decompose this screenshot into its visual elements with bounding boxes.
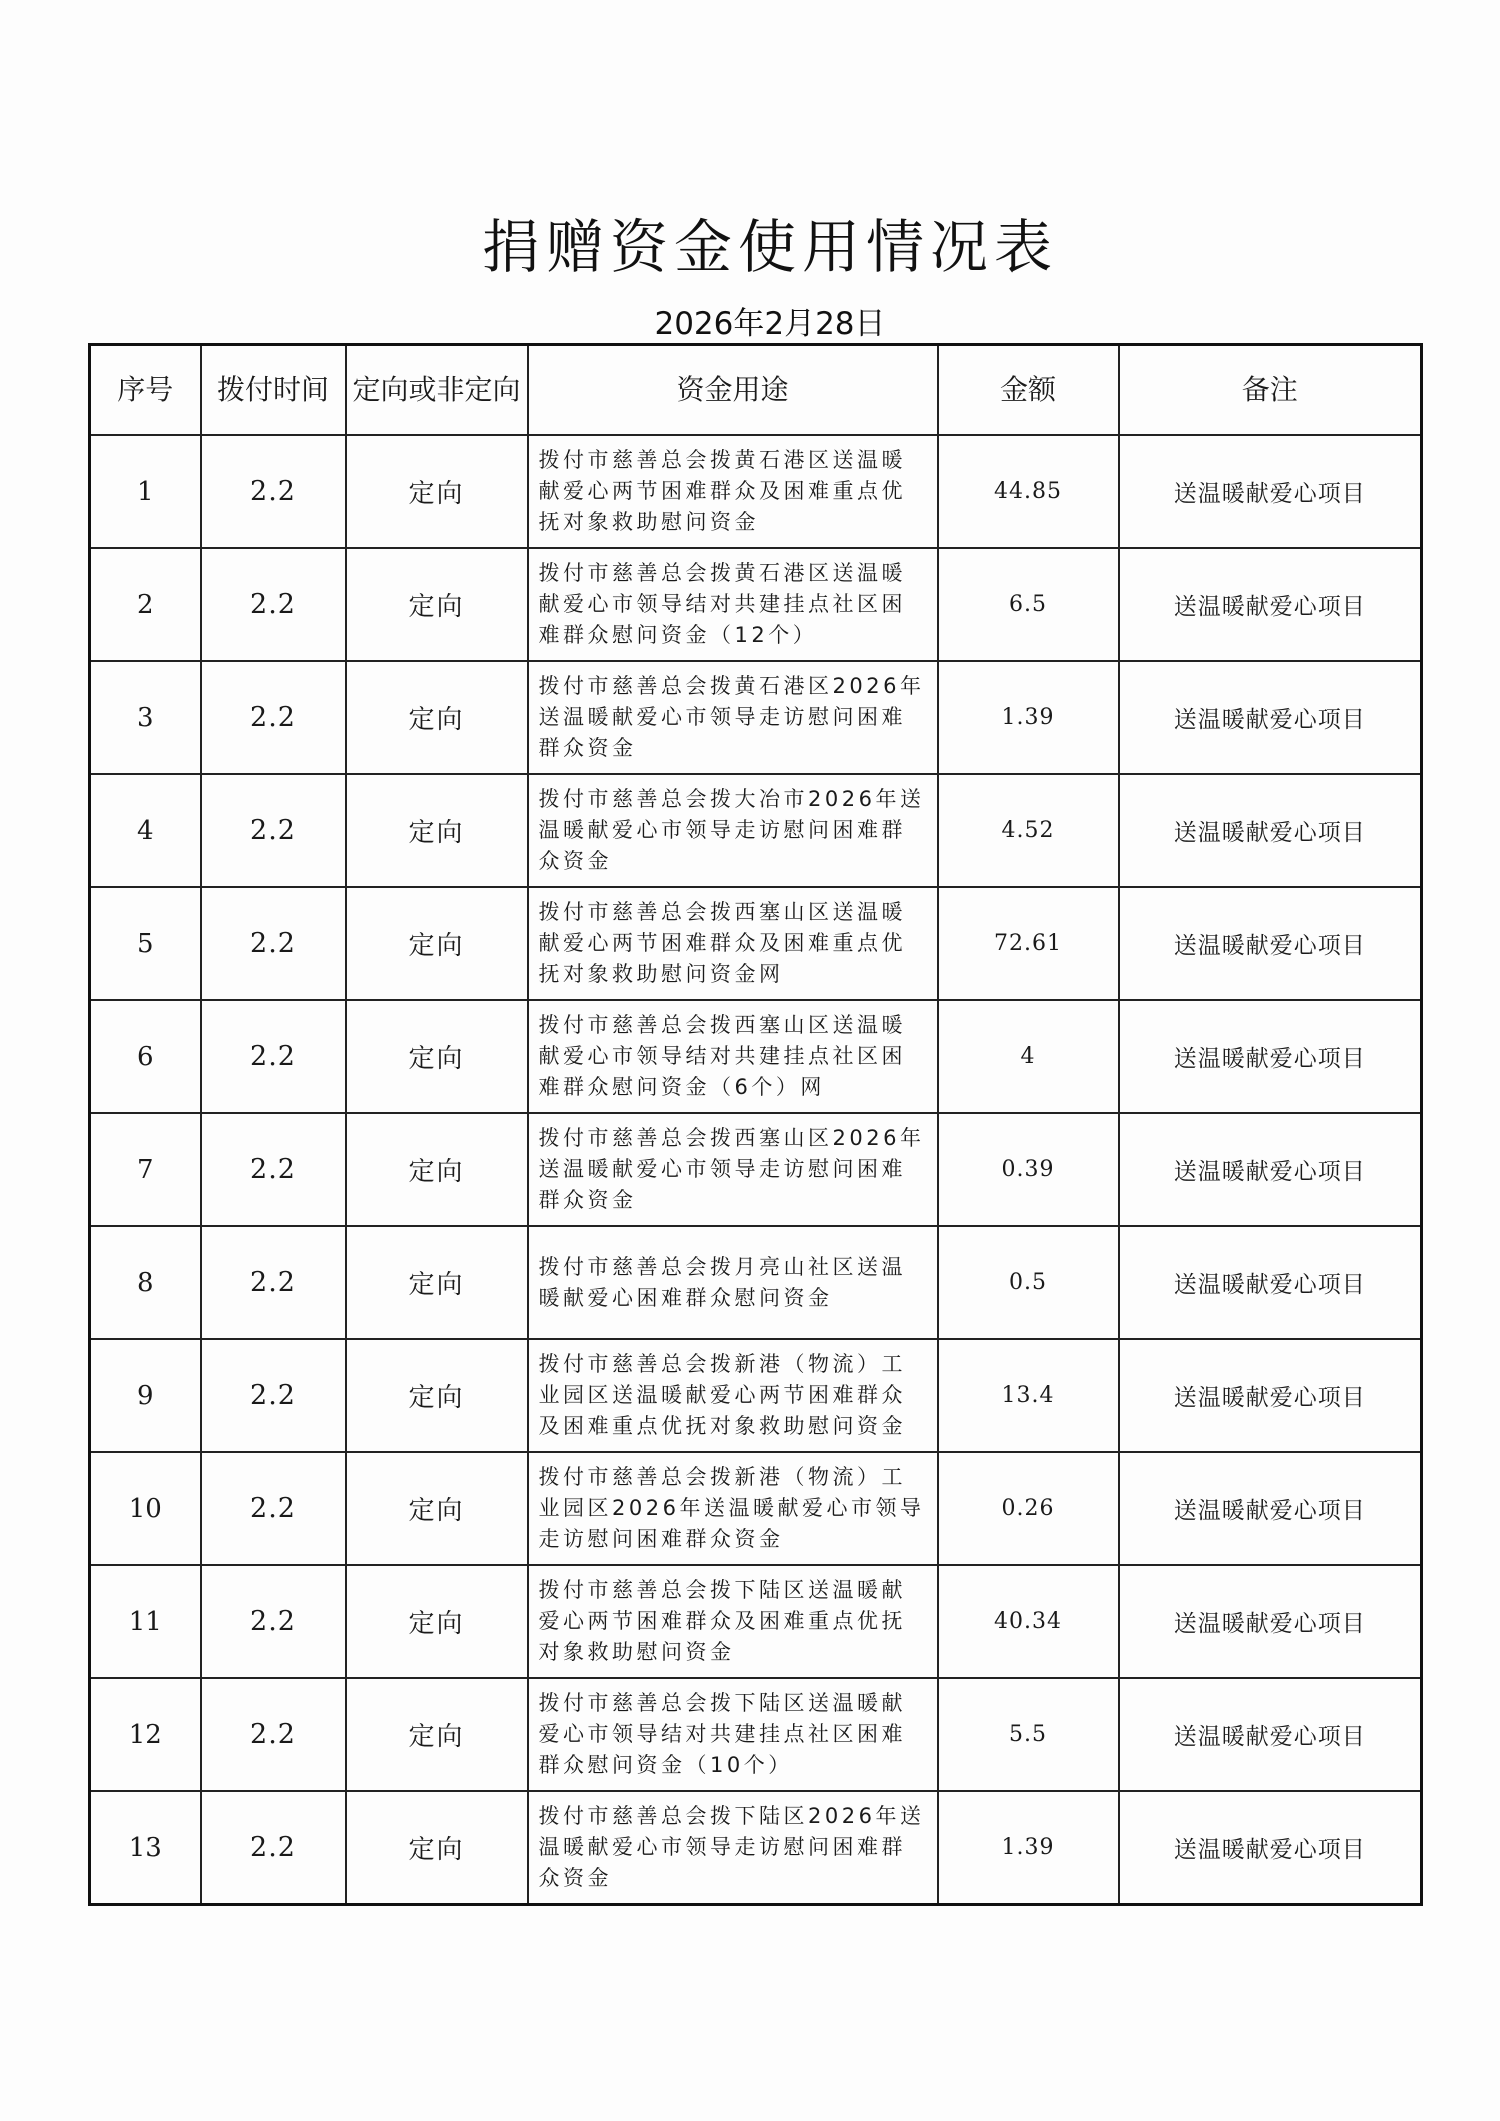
row-serial-number: 3 bbox=[90, 661, 201, 774]
row-amount: 40.34 bbox=[938, 1565, 1119, 1678]
row-amount: 0.39 bbox=[938, 1113, 1119, 1226]
table-row bbox=[90, 1791, 1422, 1905]
row-fund-purpose: 拨付市慈善总会拨黄石港区2026年送温暖献爱心市领导走访慰问困难群众资金 bbox=[528, 661, 938, 774]
row-remarks: 送温暖献爱心项目 bbox=[1119, 887, 1422, 1000]
row-disbursement-time: 2.2 bbox=[201, 548, 346, 661]
table-row bbox=[90, 1678, 1422, 1791]
row-remarks: 送温暖献爱心项目 bbox=[1119, 1339, 1422, 1452]
row-direction: 定向 bbox=[346, 435, 528, 548]
row-disbursement-time: 2.2 bbox=[201, 1000, 346, 1113]
row-disbursement-time: 2.2 bbox=[201, 661, 346, 774]
row-remarks: 送温暖献爱心项目 bbox=[1119, 435, 1422, 548]
row-serial-number: 8 bbox=[90, 1226, 201, 1339]
row-direction: 定向 bbox=[346, 887, 528, 1000]
row-disbursement-time: 2.2 bbox=[201, 1565, 346, 1678]
row-direction: 定向 bbox=[346, 1226, 528, 1339]
row-fund-purpose: 拨付市慈善总会拨新港（物流）工业园区2026年送温暖献爱心市领导走访慰问困难群众资金 bbox=[528, 1452, 938, 1565]
row-fund-purpose: 拨付市慈善总会拨西塞山区送温暖献爱心市领导结对共建挂点社区困难群众慰问资金（6个）网 bbox=[528, 1000, 938, 1113]
row-serial-number: 7 bbox=[90, 1113, 201, 1226]
row-serial-number: 1 bbox=[90, 435, 201, 548]
row-fund-purpose: 拨付市慈善总会拨月亮山社区送温暖献爱心困难群众慰问资金 bbox=[528, 1226, 938, 1339]
row-direction: 定向 bbox=[346, 661, 528, 774]
row-serial-number: 11 bbox=[90, 1565, 201, 1678]
table-row bbox=[90, 1000, 1422, 1113]
row-disbursement-time: 2.2 bbox=[201, 1452, 346, 1565]
row-fund-purpose: 拨付市慈善总会拨黄石港区送温暖献爱心两节困难群众及困难重点优抚对象救助慰问资金 bbox=[528, 435, 938, 548]
row-disbursement-time: 2.2 bbox=[201, 1226, 346, 1339]
row-remarks: 送温暖献爱心项目 bbox=[1119, 774, 1422, 887]
row-direction: 定向 bbox=[346, 1339, 528, 1452]
row-amount: 1.39 bbox=[938, 1791, 1119, 1905]
row-serial-number: 6 bbox=[90, 1000, 201, 1113]
row-direction: 定向 bbox=[346, 774, 528, 887]
table-row bbox=[90, 774, 1422, 887]
row-fund-purpose: 拨付市慈善总会拨大冶市2026年送温暖献爱心市领导走访慰问困难群众资金 bbox=[528, 774, 938, 887]
header-disbursement-time: 拨付时间 bbox=[201, 345, 346, 436]
row-direction: 定向 bbox=[346, 1113, 528, 1226]
row-fund-purpose: 拨付市慈善总会拨黄石港区送温暖献爱心市领导结对共建挂点社区困难群众慰问资金（12个） bbox=[528, 548, 938, 661]
table-row bbox=[90, 887, 1422, 1000]
row-amount: 4 bbox=[938, 1000, 1119, 1113]
row-fund-purpose: 拨付市慈善总会拨下陆区送温暖献爱心两节困难群众及困难重点优抚对象救助慰问资金 bbox=[528, 1565, 938, 1678]
row-amount: 72.61 bbox=[938, 887, 1119, 1000]
table-row bbox=[90, 1565, 1422, 1678]
table-row bbox=[90, 435, 1422, 548]
row-amount: 13.4 bbox=[938, 1339, 1119, 1452]
row-serial-number: 5 bbox=[90, 887, 201, 1000]
row-disbursement-time: 2.2 bbox=[201, 1791, 346, 1905]
row-direction: 定向 bbox=[346, 1000, 528, 1113]
header-serial-number: 序号 bbox=[90, 345, 201, 436]
row-disbursement-time: 2.2 bbox=[201, 1339, 346, 1452]
row-disbursement-time: 2.2 bbox=[201, 887, 346, 1000]
row-fund-purpose: 拨付市慈善总会拨西塞山区2026年送温暖献爱心市领导走访慰问困难群众资金 bbox=[528, 1113, 938, 1226]
header-remarks: 备注 bbox=[1119, 345, 1422, 436]
header-directed-or-not: 定向或非定向 bbox=[346, 345, 528, 436]
row-serial-number: 10 bbox=[90, 1452, 201, 1565]
table-row bbox=[90, 1113, 1422, 1226]
row-disbursement-time: 2.2 bbox=[201, 774, 346, 887]
row-remarks: 送温暖献爱心项目 bbox=[1119, 1226, 1422, 1339]
row-remarks: 送温暖献爱心项目 bbox=[1119, 1452, 1422, 1565]
row-fund-purpose: 拨付市慈善总会拨新港（物流）工业园区送温暖献爱心两节困难群众及困难重点优抚对象救助慰问资金 bbox=[528, 1339, 938, 1452]
row-amount: 5.5 bbox=[938, 1678, 1119, 1791]
row-fund-purpose: 拨付市慈善总会拨西塞山区送温暖献爱心两节困难群众及困难重点优抚对象救助慰问资金网 bbox=[528, 887, 938, 1000]
row-amount: 4.52 bbox=[938, 774, 1119, 887]
row-serial-number: 2 bbox=[90, 548, 201, 661]
row-direction: 定向 bbox=[346, 1678, 528, 1791]
table-row bbox=[90, 661, 1422, 774]
table-row bbox=[90, 548, 1422, 661]
row-remarks: 送温暖献爱心项目 bbox=[1119, 1113, 1422, 1226]
row-direction: 定向 bbox=[346, 1452, 528, 1565]
table-body bbox=[90, 435, 1422, 1905]
row-disbursement-time: 2.2 bbox=[201, 1678, 346, 1791]
row-amount: 0.26 bbox=[938, 1452, 1119, 1565]
row-direction: 定向 bbox=[346, 548, 528, 661]
row-direction: 定向 bbox=[346, 1565, 528, 1678]
header-fund-purpose: 资金用途 bbox=[528, 345, 938, 436]
row-amount: 1.39 bbox=[938, 661, 1119, 774]
table-header-row bbox=[90, 345, 1422, 436]
row-direction: 定向 bbox=[346, 1791, 528, 1905]
table-row bbox=[90, 1452, 1422, 1565]
row-remarks: 送温暖献爱心项目 bbox=[1119, 1678, 1422, 1791]
table-row bbox=[90, 1226, 1422, 1339]
row-amount: 0.5 bbox=[938, 1226, 1119, 1339]
page-title: 捐赠资金使用情况表 bbox=[481, 213, 1058, 281]
row-remarks: 送温暖献爱心项目 bbox=[1119, 548, 1422, 661]
row-remarks: 送温暖献爱心项目 bbox=[1119, 1791, 1422, 1905]
row-remarks: 送温暖献爱心项目 bbox=[1119, 1000, 1422, 1113]
row-fund-purpose: 拨付市慈善总会拨下陆区2026年送温暖献爱心市领导走访慰问困难群众资金 bbox=[528, 1791, 938, 1905]
row-disbursement-time: 2.2 bbox=[201, 1113, 346, 1226]
row-remarks: 送温暖献爱心项目 bbox=[1119, 661, 1422, 774]
row-serial-number: 9 bbox=[90, 1339, 201, 1452]
header-amount: 金额 bbox=[938, 345, 1119, 436]
table-row bbox=[90, 1339, 1422, 1452]
row-serial-number: 12 bbox=[90, 1678, 201, 1791]
document-date: 2026年2月28日 bbox=[654, 306, 886, 342]
row-disbursement-time: 2.2 bbox=[201, 435, 346, 548]
row-serial-number: 13 bbox=[90, 1791, 201, 1905]
donation-usage-table bbox=[88, 343, 1423, 1906]
row-fund-purpose: 拨付市慈善总会拨下陆区送温暖献爱心市领导结对共建挂点社区困难群众慰问资金（10个） bbox=[528, 1678, 938, 1791]
row-amount: 44.85 bbox=[938, 435, 1119, 548]
row-serial-number: 4 bbox=[90, 774, 201, 887]
row-amount: 6.5 bbox=[938, 548, 1119, 661]
row-remarks: 送温暖献爱心项目 bbox=[1119, 1565, 1422, 1678]
